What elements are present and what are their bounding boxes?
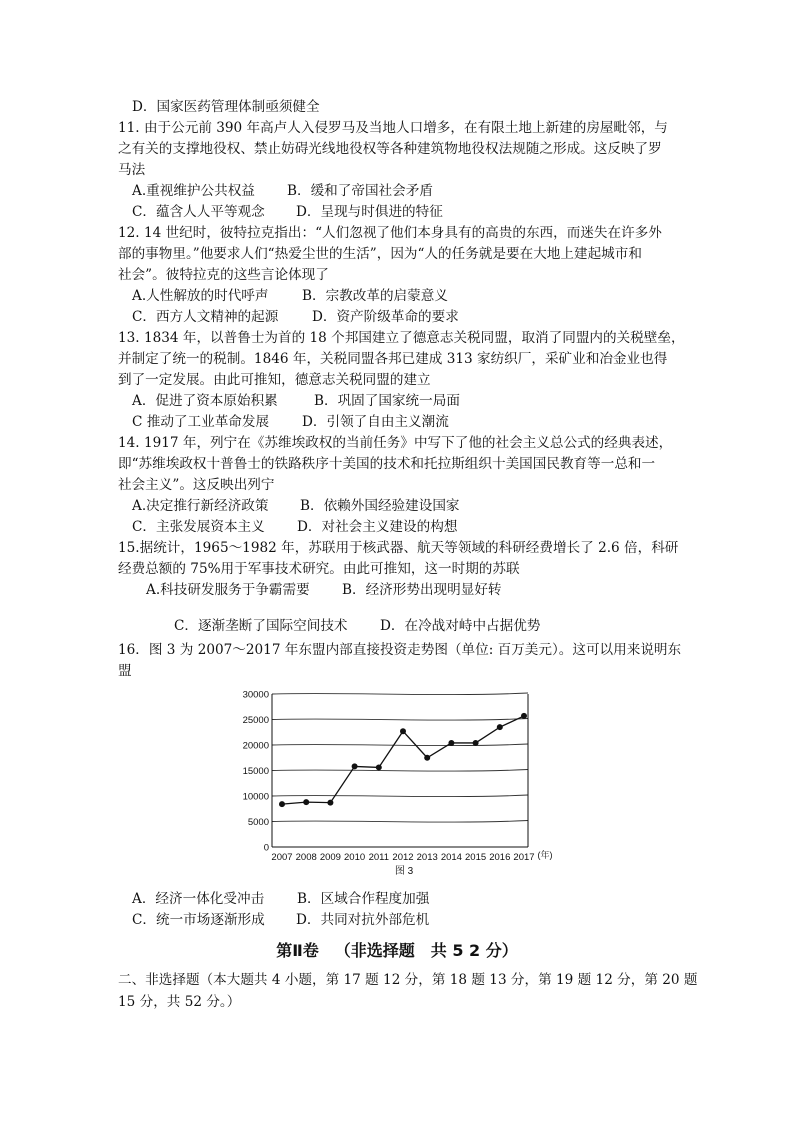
gridline	[272, 693, 528, 695]
x-tick-label: 2011	[368, 852, 390, 863]
data-point	[448, 740, 454, 746]
data-point	[303, 799, 309, 805]
q13-option-c: C 推动了工业革命发展	[132, 414, 270, 430]
q13-stem-line-3: 到了一定发展。由此可推知，德意志关税同盟的建立	[118, 372, 431, 388]
section-2-intro-line-2: 15 分，共 52 分。）	[118, 994, 241, 1010]
x-tick-label: 2014	[440, 852, 462, 863]
data-point	[352, 763, 358, 769]
data-point	[400, 728, 406, 734]
q11-stem-line-3: 马法	[118, 162, 146, 178]
q14-option-b: B．依赖外国经验建设国家	[300, 498, 460, 514]
q10-option-d: D．国家医药管理体制亟须健全	[132, 99, 320, 115]
data-point	[497, 724, 503, 730]
q14-option-d: D．对社会主义建设的构想	[297, 519, 458, 535]
q15-option-c: C．逐渐垄断了国际空间技术	[174, 618, 348, 634]
figure-caption: 图 3	[394, 866, 414, 877]
q13-option-b: B．巩固了国家统一局面	[314, 393, 460, 409]
q13-option-a: A．促进了资本原始积累	[132, 393, 278, 409]
q14-stem-line-2: 即“苏维埃政权十普鲁士的铁路秩序十美国的技术和托拉斯组织十美国国民教育等一总和一	[118, 456, 656, 472]
q16-option-d: D．共同对抗外部危机	[296, 912, 430, 928]
q12-option-c: C．西方人文精神的起源	[132, 309, 279, 325]
y-tick-label: 20000	[242, 740, 269, 752]
q11-option-b: B．缓和了帝国社会矛盾	[287, 183, 433, 199]
q12-stem-line-3: 社会”。彼特拉克的这些言论体现了	[118, 267, 329, 283]
x-tick-label: 2013	[416, 852, 438, 863]
data-point	[473, 740, 479, 746]
q11-stem-line-2: 之有关的支撑地役权、禁止妨碍光线地役权等各种建筑物地役权法规随之形成。这反映了罗	[118, 141, 662, 157]
x-tick-label: 2009	[319, 852, 341, 863]
q14-option-a: A.决定推行新经济政策	[132, 498, 269, 514]
data-point	[424, 755, 430, 761]
x-axis-label: (年)	[537, 850, 553, 860]
data-point	[376, 764, 382, 770]
y-tick-label: 15000	[242, 766, 269, 777]
x-tick-label: 2010	[344, 852, 366, 863]
q11-option-d: D．呈现与时俱进的特征	[296, 204, 443, 220]
section-2-title-part1: 第Ⅱ卷	[276, 941, 319, 960]
section-2-title-part2: （非选择题 共 5 2 分）	[334, 941, 518, 960]
y-tick-label: 5000	[247, 817, 269, 828]
x-tick-label: 2012	[392, 852, 414, 863]
figure-3-chart	[232, 684, 562, 880]
q16-option-c: C．统一市场逐渐形成	[132, 912, 265, 928]
x-tick-label: 2015	[465, 852, 487, 863]
gridline	[272, 821, 528, 823]
y-tick-label: 0	[263, 842, 269, 854]
x-tick-label: 2017	[513, 852, 535, 863]
data-point	[327, 800, 333, 806]
q13-option-d: D．引领了自由主义潮流	[302, 414, 449, 430]
y-tick-label: 25000	[242, 715, 269, 726]
gridline	[272, 770, 528, 772]
q16-stem-line-2: 盟	[118, 663, 132, 679]
q15-stem-line-2: 经费总额的 75%用于军事技术研究。由此可推知，这一时期的苏联	[118, 561, 520, 577]
gridline	[272, 795, 528, 797]
q11-option-a: A.重视维护公共权益	[132, 183, 255, 199]
q15-option-d: D．在冷战对峙中占据优势	[380, 618, 541, 634]
q12-stem-line-1: 12. 14 世纪时，彼特拉克指出：“人们忽视了他们本身具有的高贵的东西，而迷失在许多外	[118, 225, 662, 241]
y-tick-label: 10000	[242, 791, 269, 803]
q12-option-b: B．宗教改革的启蒙意义	[302, 288, 448, 304]
x-tick-label: 2007	[271, 852, 293, 863]
x-tick-label: 2008	[295, 852, 317, 863]
data-point	[521, 713, 527, 719]
q16-option-a: A．经济一体化受冲击	[132, 891, 265, 907]
gridline	[272, 744, 528, 746]
x-tick-label: 2016	[489, 852, 511, 863]
q14-option-c: C．主张发展资本主义	[132, 519, 265, 535]
q14-stem-line-3: 社会主义”。这反映出列宁	[118, 477, 275, 493]
gridline	[272, 719, 528, 721]
q12-stem-line-2: 部的事物里。”他要求人们“热爱尘世的生活”，因为“人的任务就是要在大地上建起城市和	[118, 246, 642, 262]
section-2-intro-line-1: 二、非选择题（本大题共 4 小题，第 17 题 12 分，第 18 题 13 分，第 19 题 12 分，第 20 题	[118, 972, 698, 988]
q11-stem-line-1: 11. 由于公元前 390 年高卢人入侵罗马及当地人口增多，在有限土地上新建的房屋毗邻，与	[118, 120, 668, 136]
y-tick-label: 30000	[242, 689, 269, 701]
q16-stem-line-1: 16．图 3 为 2007～2017 年东盟内部直接投资走势图（单位: 百万美元）。这可以用来说明东	[118, 642, 682, 658]
q14-stem-line-1: 14. 1917 年，列宁在《苏维埃政权的当前任务》中写下了他的社会主义总公式的经典表述，	[118, 435, 673, 451]
q16-option-b: B．区域合作程度加强	[297, 891, 430, 907]
q13-stem-line-2: 并制定了统一的税制。1846 年，关税同盟各邦已建成 313 家纺织厂，采矿业和冶金业也得	[118, 351, 668, 367]
q15-stem-line-1: 15.据统计，1965～1982 年，苏联用于核武器、航天等领域的科研经费增长了 2.6 倍，科研	[118, 540, 679, 556]
q12-option-a: A.人性解放的时代呼声	[132, 288, 269, 304]
q13-stem-line-1: 13. 1834 年，以普鲁士为首的 18 个邦国建立了德意志关税同盟，取消了同盟内的关税壁垒，	[118, 330, 685, 346]
q12-option-d: D．资产阶级革命的要求	[312, 309, 459, 325]
section-2-title	[0, 938, 794, 961]
q15-option-a: A.科技研发服务于争霸需要	[146, 582, 310, 598]
q11-option-c: C．蕴含人人平等观念	[132, 204, 265, 220]
q15-option-b: B．经济形势出现明显好转	[342, 582, 502, 598]
data-point	[279, 801, 285, 807]
